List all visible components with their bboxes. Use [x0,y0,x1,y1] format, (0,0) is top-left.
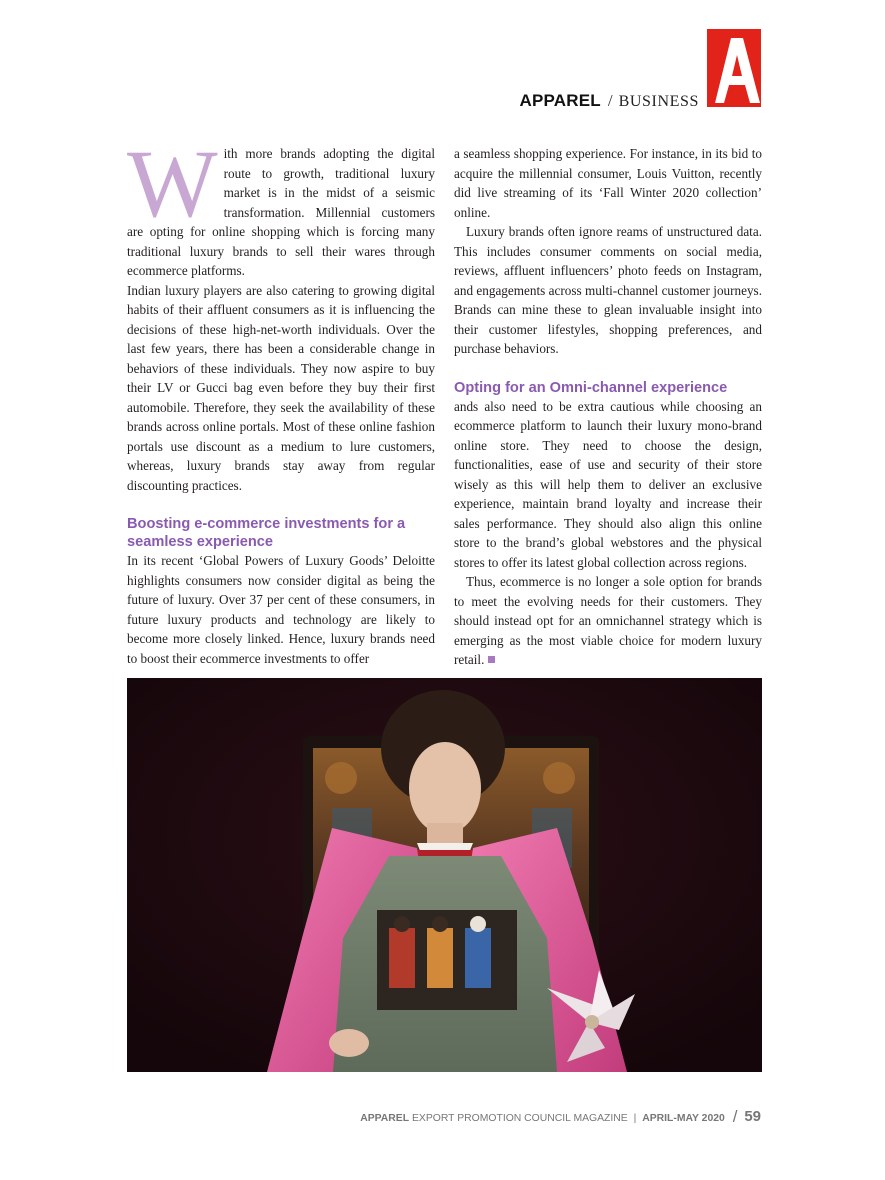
page-footer [360,1107,761,1129]
article-paragraph: Indian luxury players are also catering to growing digital habits of their affluent consumers as it is influencing the decisions of these high-net-worth individuals. Over the last few years, there has been a considerable change in behaviors of these individuals. They now aspire to buy their LV or Gucci bag even before they buy their first automobile. Therefore, they seek the availability of these brands across online portals. Most of these online fashion portals use discount as a medium to lure customers, whereas, luxury brands stay away from regular discounting practices. [127,282,435,493]
page-number: 59 [744,1108,761,1125]
footer-separator: | [633,1113,637,1124]
subheading-ecommerce: Boosting e-commerce investments for a seamless experience [127,516,406,550]
intro-text: ith more brands adopting the digital route to growth, traditional luxury market is in the midst of a seismic transformation. Millennial customers are opting for online shopping which is forcing many traditional luxury brands to sell their wares through ecommerce platforms. [127,146,435,278]
footer-issue: APRIL-MAY 2020 [642,1113,725,1124]
intro-paragraph [127,130,435,281]
section-separator: / [607,91,613,110]
magazine-logo-icon [707,29,761,107]
footer-publication: EXPORT PROMOTION COUNCIL MAGAZINE [411,1113,628,1124]
article-paragraph: In its recent ‘Global Powers of Luxury Goods’ Deloitte highlights consumers now consider digital as being the future of luxury. Over 37 per cent of these consumers, in future luxury products and technology are likely to become more closely linked. Hence, luxury brands need to boost their ecommerce investments to offer [127,553,435,666]
subheading-omnichannel: Opting for an Omni-channel experience [454,379,728,396]
section-header [520,90,700,113]
closing-text: Thus, ecommerce is no longer a sole option for brands to meet the evolving needs for their customers. They should instead opt for an omnichannel strategy which is emerging as the most viable choice for modern luxury retail. [454,574,762,667]
end-of-article-icon [488,656,495,663]
dropcap-letter: W [127,130,218,237]
article-right-column [454,144,762,670]
article-paragraph: a seamless shopping experience. For instance, in its bid to acquire the millennial consumer, Louis Vuitton, recently did live streaming of its ‘Fall Winter 2020 collection’ online. [454,146,762,220]
footer-slash: / [732,1107,738,1126]
section-brand: APPAREL [519,91,601,110]
fashion-photo [127,678,762,1072]
footer-brand: APPAREL [360,1113,410,1124]
article-left-column [127,130,435,668]
article-paragraph: Luxury brands often ignore reams of unstructured data. This includes consumer comments on social media, reviews, affluent influencers’ photo feeds on Instagram, and engagements across multi-channel customer journeys. Brands can mine these to glean invaluable insight into their customer lifestyles, shopping preferences, and purchase behaviors. [454,224,762,356]
article-paragraph: ands also need to be extra cautious while choosing an ecommerce platform to launch their luxury mono-brand online store. They need to choose the design, functionalities, ease of use and security of their store wisely as this will help them to deliver an exclusive experience, maintain brand loyalty and increase their sales performance. They should also align this online store to the brand’s global webstores and the physical stores to offer its latest global collection across regions. [454,398,762,570]
article-paragraph [454,572,762,670]
section-category: BUSINESS [618,93,699,110]
